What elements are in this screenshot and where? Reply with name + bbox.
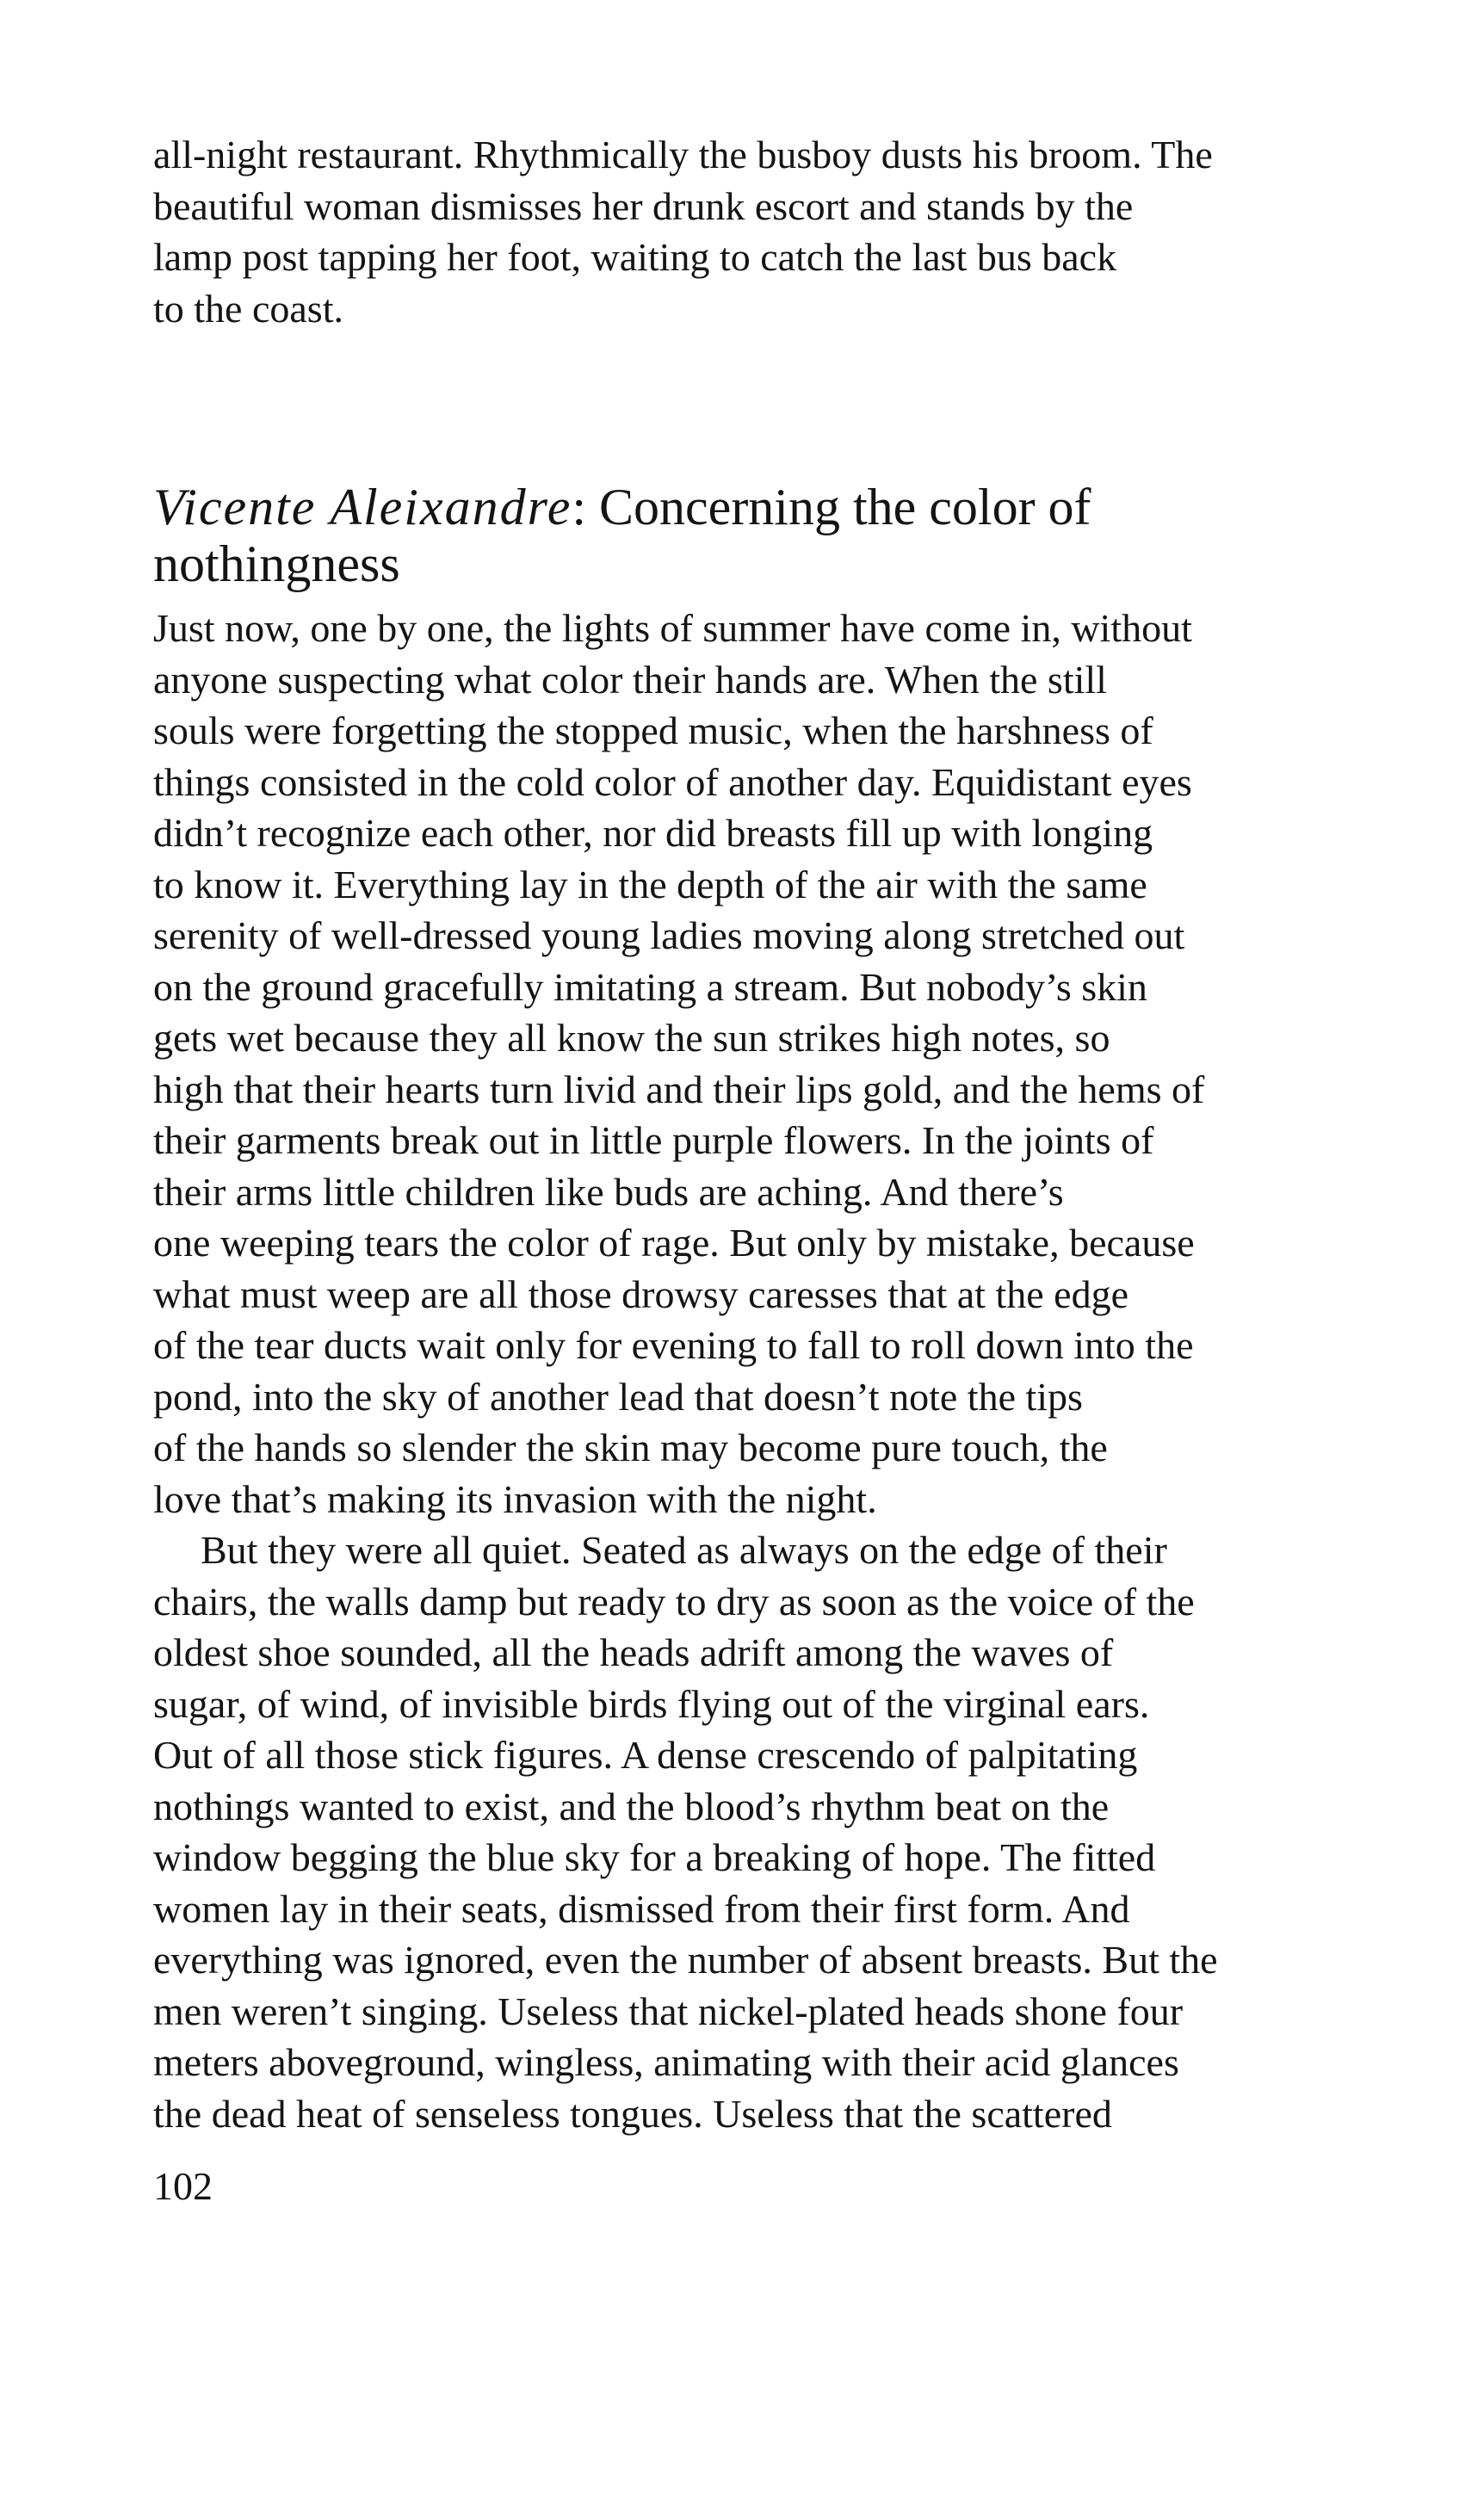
text-line: of the tear ducts wait only for evening to fall to roll down into the [153,1323,1194,1367]
text-line: of the hands so slender the skin may become pure touch, the [153,1426,1108,1469]
text-line: sugar, of wind, of invisible birds flying out of the virginal ears. [153,1681,1150,1726]
heading-separator: : [572,479,600,535]
text-line: serenity of well-dressed young ladies moving along stretched out [153,913,1185,957]
text-line: But they were all quiet. Seated as always on the edge of their [201,1528,1167,1572]
text-line: men weren’t singing. Useless that nickel-plated heads shone four [153,1989,1184,2033]
page-number: 102 [153,2164,213,2208]
text-line: nothings wanted to exist, and the blood’s rhythm beat on the [153,1784,1110,1828]
text-line: love that’s making its invasion with the night. [153,1476,877,1521]
heading-line-2: nothingness [153,535,400,592]
text-line: their arms little children like buds are aching. And there’s [153,1169,1064,1214]
text-line: oldest shoe sounded, all the heads adrift among the waves of [153,1630,1114,1674]
text-line: didn’t recognize each other, nor did breasts fill up with longing [153,811,1153,855]
text-line: window begging the blue sky for a breaking of hope. The fitted [153,1835,1156,1879]
text-line: one weeping tears the color of rage. But only by mistake, because [153,1221,1195,1265]
text-line: their garments break out in little purple flowers. In the joints of [153,1118,1154,1162]
text-line: things consisted in the cold color of another day. Equidistant eyes [153,759,1192,804]
text-line: on the ground gracefully imitating a stream. But nobody’s skin [153,964,1147,1009]
text-line: the dead heat of senseless tongues. Useless that the scattered [153,2091,1112,2136]
section-heading [153,479,1341,592]
text-line: what must weep are all those drowsy caresses that at the edge [153,1271,1128,1316]
opening-paragraph [153,129,1341,334]
text-line: gets wet because they all know the sun strikes high notes, so [153,1016,1110,1060]
body-paragraph-1 [153,603,1341,1525]
text-line: all-night restaurant. Rhythmically the busboy dusts his broom. The [153,133,1213,176]
text-line: Just now, one by one, the lights of summer have come in, without [153,606,1192,650]
body-paragraph-2 [153,1525,1341,2139]
text-line: to know it. Everything lay in the depth of the air with the same [153,862,1147,906]
text-line: souls were forgetting the stopped music, when the harshness of [153,708,1153,752]
text-line: everything was ignored, even the number of absent breasts. But the [153,1938,1218,1982]
text-line: high that their hearts turn livid and their lips gold, and the hems of [153,1067,1205,1111]
text-line: anyone suspecting what color their hands are. When the still [153,657,1107,702]
text-line: beautiful woman dismisses her drunk escort and stands by the [153,183,1134,228]
text-line: Out of all those stick figures. A dense crescendo of palpitating [153,1733,1138,1777]
text-line: women lay in their seats, dismissed from their first form. And [153,1886,1130,1931]
page-body [153,129,1341,2139]
text-line: meters aboveground, wingless, animating with their acid glances [153,2040,1179,2084]
text-line: to the coast. [153,286,343,331]
text-line: pond, into the sky of another lead that doesn’t note the tips [153,1374,1083,1419]
heading-title: Concerning the color of [599,479,1091,535]
text-line: chairs, the walls damp but ready to dry as soon as the voice of the [153,1579,1195,1624]
text-line: lamp post tapping her foot, waiting to catch the last bus back [153,235,1117,279]
heading-author: Vicente Aleixandre [153,479,572,535]
heading-line-1 [153,479,1341,535]
